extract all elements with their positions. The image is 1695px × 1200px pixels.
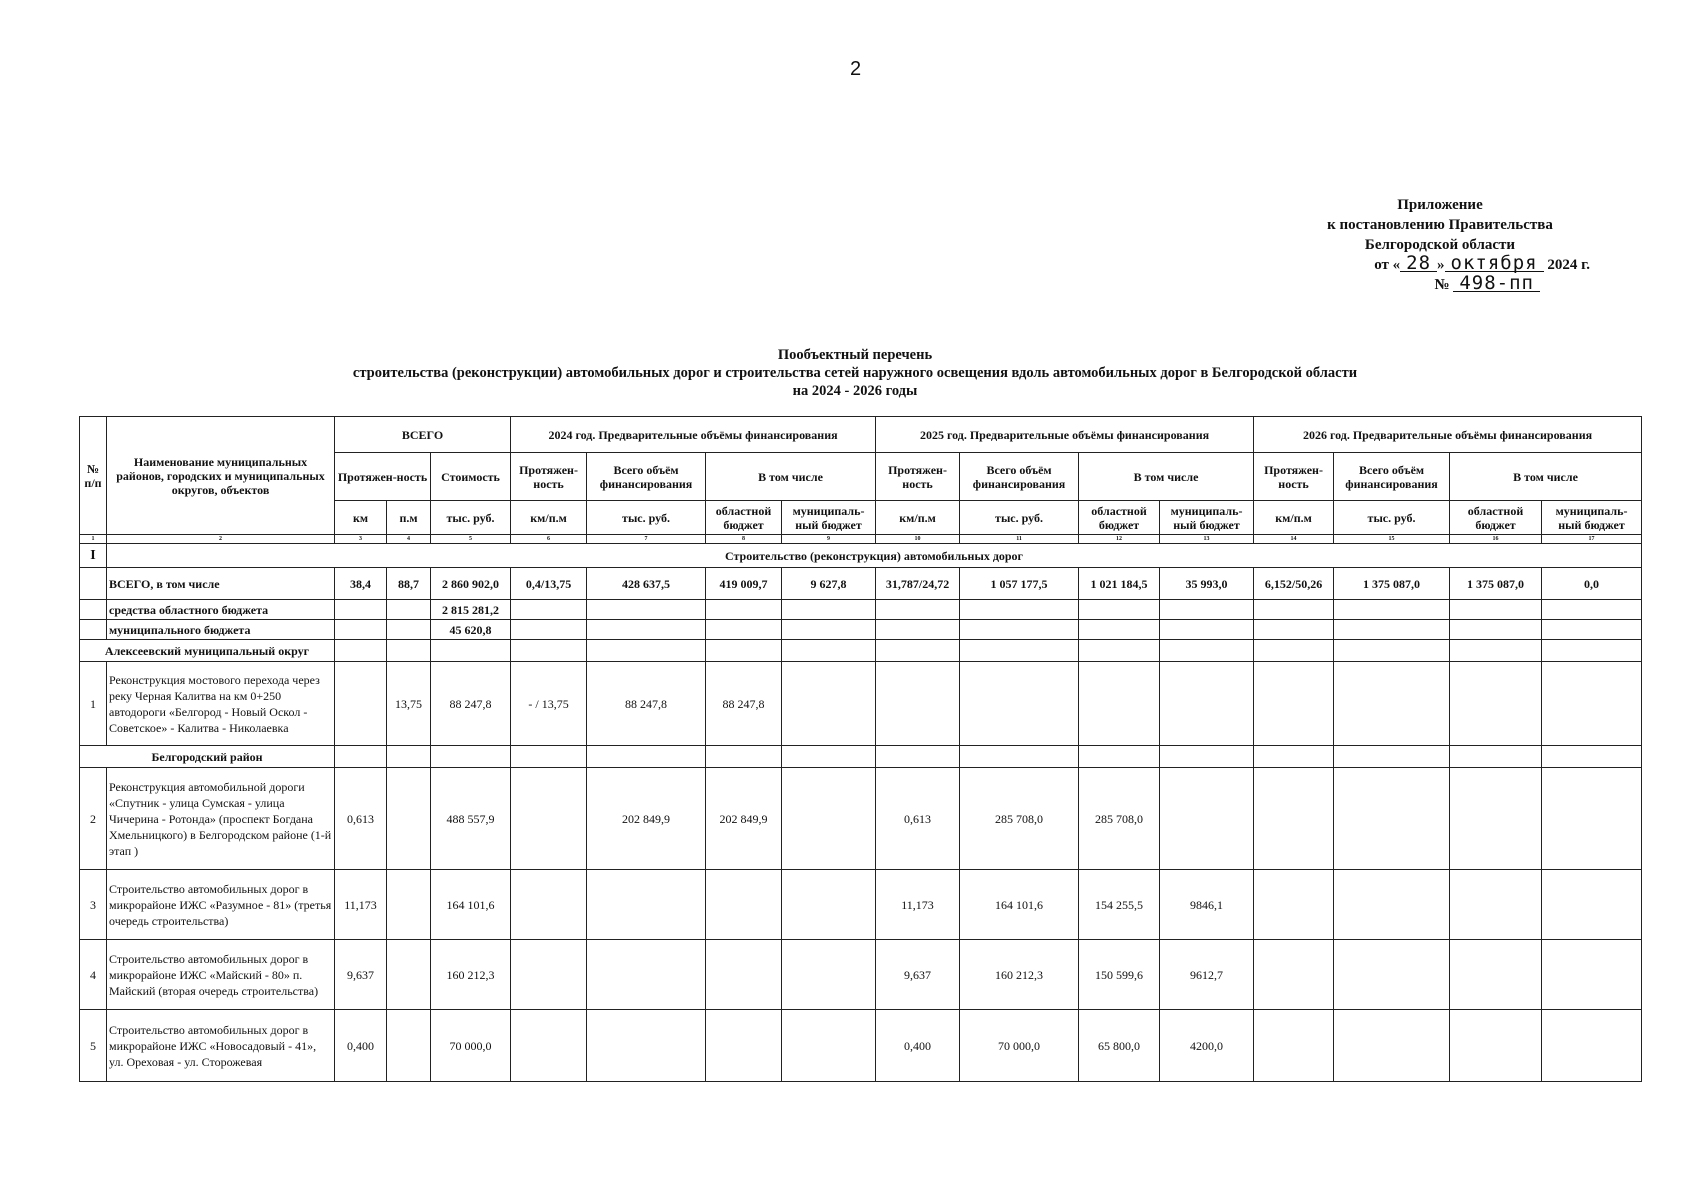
title-line-1: Пообъектный перечень <box>777 347 933 363</box>
header-pm: п.м <box>387 501 431 535</box>
appendix-line-3: Белгородской области <box>1364 237 1516 253</box>
header-cost: Стоимость <box>431 453 511 501</box>
appendix-date: от « 28 » октября 2024 г. <box>1374 252 1590 274</box>
header-2024-total-funding: Всего объём финансирования <box>587 453 706 501</box>
municipal-budget-row: муниципального бюджета 45 620,8 <box>80 620 1642 640</box>
header-2025-length: Протяжен-ность <box>876 453 960 501</box>
table-row: 4 Строительство автомобильных дорог в микрорайоне ИЖС «Майский - 80» п. Майский (вторая очередь строительства) 9,637 160 212,3 9,637 160 212,3 150 599,6 9612,7 <box>80 940 1642 1010</box>
date-month: октября <box>1445 255 1544 272</box>
header-km: км <box>335 501 387 535</box>
table-row: 1 Реконструкция мостового перехода через реку Черная Калитва на км 0+250 автодороги «Белгород - Новый Оскол - Советское» - Калитва - Николаевка 13,75 88 247,8 - / 13,75 88 247,8 88 247,8 <box>80 662 1642 746</box>
header-2024-regional: областной бюджет <box>706 501 782 535</box>
header-2026-municipal: муниципаль-ный бюджет <box>1542 501 1642 535</box>
table-row: 3 Строительство автомобильных дорог в микрорайоне ИЖС «Разумное - 81» (третья очередь строительства) 11,173 164 101,6 11,173 164 101,6 154 255,5 9846,1 <box>80 870 1642 940</box>
header-2026-length: Протяжен-ность <box>1254 453 1334 501</box>
group-row-alekseevsky: Алексеевский муниципальный округ <box>80 640 1642 662</box>
header-2026-kmpm: км/п.м <box>1254 501 1334 535</box>
section-title: Строительство (реконструкция) автомобильных дорог <box>107 544 1642 568</box>
header-2025-kmpm: км/п.м <box>876 501 960 535</box>
header-2024-kmpm: км/п.м <box>511 501 587 535</box>
table-row: 5 Строительство автомобильных дорог в микрорайоне ИЖС «Новосадовый - 41», ул. Ореховая - ул. Сторожевая 0,400 70 000,0 0,400 70 000,0 65 800,0 4200,0 <box>80 1010 1642 1082</box>
section-number: I <box>80 544 107 568</box>
header-2024-municipal: муниципаль-ный бюджет <box>782 501 876 535</box>
header-thous-rub: тыс. руб. <box>431 501 511 535</box>
header-2024-length: Протяжен-ность <box>511 453 587 501</box>
document-title <box>80 346 1630 400</box>
header-2026-total-funding: Всего объём финансирования <box>1334 453 1450 501</box>
page-number: 2 <box>850 58 862 80</box>
total-row: ВСЕГО, в том числе 38,4 88,7 2 860 902,0 0,4/13,75 428 637,5 419 009,7 9 627,8 31,787/24,72 1 057 177,5 1 021 184,5 35 993,0 6,152/50,26 1 375 087,0 1 375 087,0 0,0 <box>80 568 1642 600</box>
header-2026-thous-rub: тыс. руб. <box>1334 501 1450 535</box>
date-day: 28 <box>1400 255 1437 272</box>
appendix-block <box>1290 195 1590 295</box>
header-2026: 2026 год. Предварительные объёмы финансирования <box>1254 417 1642 453</box>
header-2026-regional: областной бюджет <box>1450 501 1542 535</box>
title-line-2: строительства (реконструкции) автомобильных дорог и строительства сетей наружного освещения вдоль автомобильных дорог в Белгородской области <box>352 365 1358 381</box>
header-length: Протяжен-ность <box>335 453 431 501</box>
regional-budget-row: средства областного бюджета 2 815 281,2 <box>80 600 1642 620</box>
group-row-belgorodsky: Белгородский район <box>80 746 1642 768</box>
header-total: ВСЕГО <box>335 417 511 453</box>
total-row-label: ВСЕГО, в том числе <box>107 568 335 600</box>
column-numbers-row: 1 2 3 4 5 6 7 8 9 10 11 12 13 14 15 16 17 <box>80 535 1642 544</box>
header-2024-including: В том числе <box>706 453 876 501</box>
header-2025-including: В том числе <box>1079 453 1254 501</box>
header-2026-including: В том числе <box>1450 453 1642 501</box>
header-2025-thous-rub: тыс. руб. <box>960 501 1079 535</box>
section-row <box>80 544 1642 568</box>
header-2025: 2025 год. Предварительные объёмы финансирования <box>876 417 1254 453</box>
appendix-number: № 498-пп <box>1290 275 1590 295</box>
header-2025-regional: областной бюджет <box>1079 501 1160 535</box>
date-year: 2024 г. <box>1547 257 1590 273</box>
title-line-3: на 2024 - 2026 годы <box>792 383 918 399</box>
funding-table <box>79 416 1642 1082</box>
header-2025-municipal: муниципаль-ный бюджет <box>1160 501 1254 535</box>
table-row: 2 Реконструкция автомобильной дороги «Спутник - улица Сумская - улица Чичерина - Ротонда» (проспект Богдана Хмельницкого) в Белгородском районе (1-й этап ) 0,613 488 557,9 202 849,9 202 849,9 0,613 285 708,0 285 708,0 <box>80 768 1642 870</box>
header-2025-total-funding: Всего объём финансирования <box>960 453 1079 501</box>
header-name: Наименование муниципальных районов, городских и муниципальных округов, объектов <box>107 417 335 535</box>
appendix-line-2: к постановлению Правительства <box>1327 217 1553 233</box>
header-2024: 2024 год. Предварительные объёмы финансирования <box>511 417 876 453</box>
appendix-line-1: Приложение <box>1397 197 1483 213</box>
header-2024-thous-rub: тыс. руб. <box>587 501 706 535</box>
header-num: № п/п <box>80 417 107 535</box>
decree-number: 498-пп <box>1453 275 1540 292</box>
